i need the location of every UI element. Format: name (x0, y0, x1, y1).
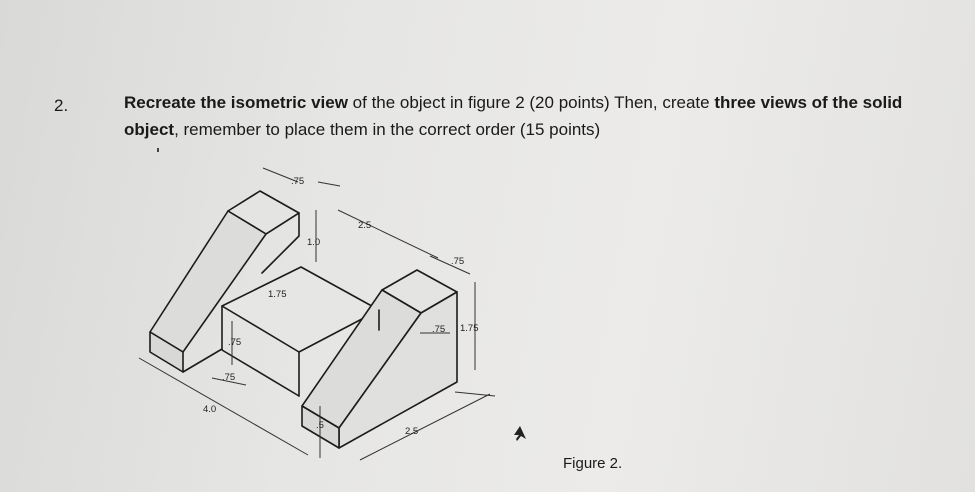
figure-caption: Figure 2. (563, 455, 623, 472)
dim-front-height: .5 (316, 420, 324, 431)
prompt-text-2: of the object in figure 2 (20 points) Then, create (347, 93, 715, 112)
dim-height-left-block: 1.0 (307, 237, 321, 248)
dim-overall-length: 4.0 (203, 404, 217, 415)
prompt-bold-3: three views of the solid object (124, 93, 903, 139)
dim-bottom-depth: 2.5 (405, 426, 419, 437)
question-number: 2. (54, 96, 69, 115)
dim-right-width: .75 (432, 324, 446, 335)
dim-right-height: 1.75 (460, 323, 479, 334)
dim-top-width-left: .75 (291, 176, 305, 187)
cursor-arrow-icon (512, 425, 528, 443)
prompt-text-4: , remember to place them in the correct order (15 points) (174, 120, 601, 139)
dim-left-inner-height: .75 (228, 337, 242, 348)
left-block-front (150, 211, 266, 352)
prompt-bold-1: Recreate the isometric view (124, 93, 348, 112)
dim-left-inner-width: .75 (222, 372, 236, 383)
dim-top-width-right: .75 (451, 256, 465, 267)
dim-depth-top: 2.5 (358, 220, 372, 231)
dim-center-depth: 1.75 (268, 289, 287, 300)
